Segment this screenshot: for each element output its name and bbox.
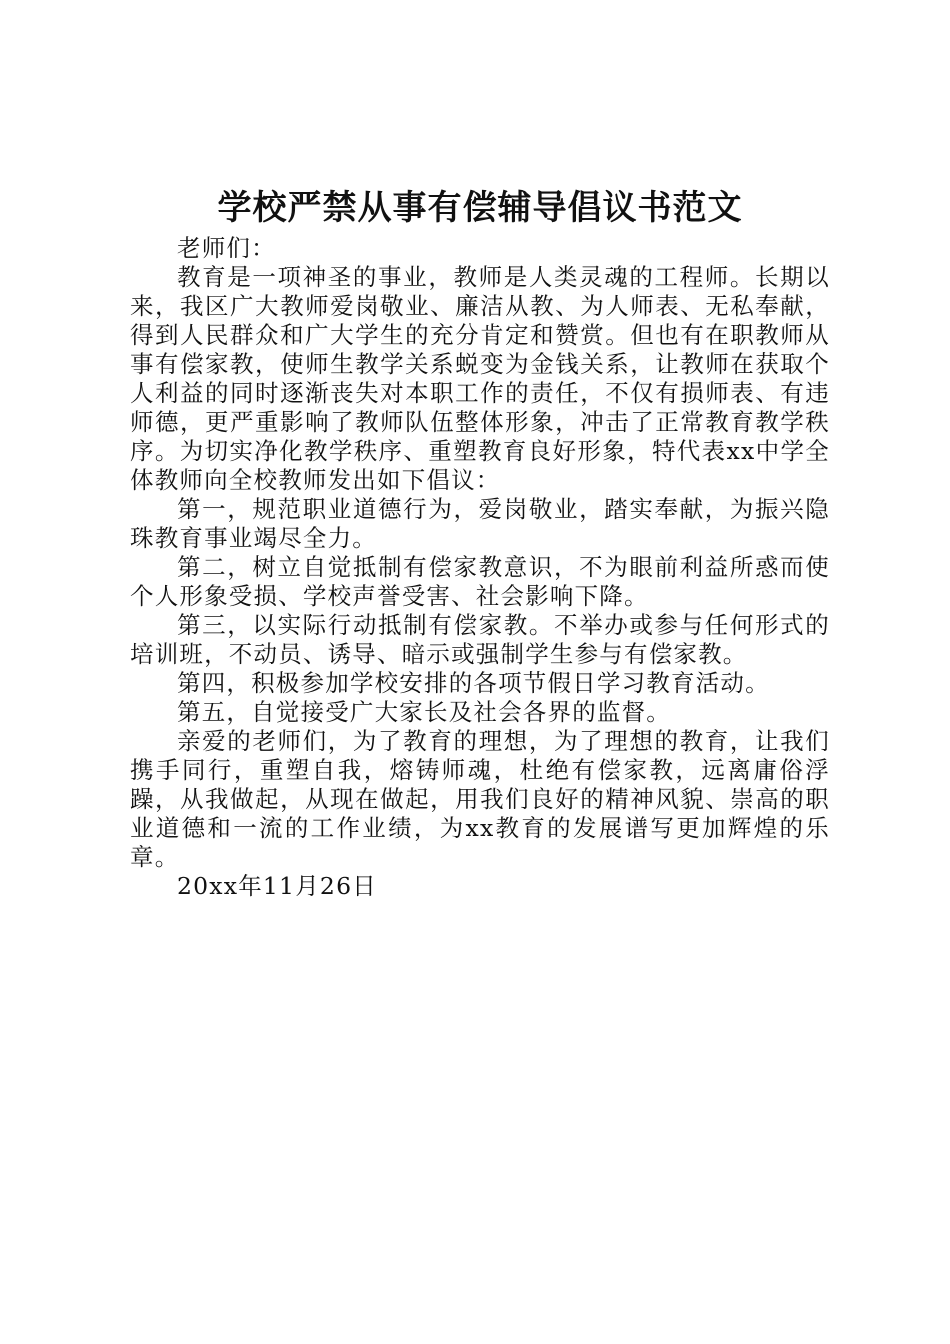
document-page [130, 184, 830, 901]
document-date: 20xx年11月26日 [177, 872, 377, 900]
paragraph-intro: 教育是一项神圣的事业，教师是人类灵魂的工程师。长期以来，我区广大教师爱岗敬业、廉洁从教、为人师表、无私奉献，得到人民群众和广大学生的充分肯定和赞赏。但也有在职教师从事有偿家教，使师生教学关系蜕变为金钱关系，让教师在获取个人利益的同时逐渐丧失对本职工作的责任，不仅有损师表、有违师德，更严重影响了教师队伍整体形象，冲击了正常教育教学秩序。为切实净化教学秩序、重塑教育良好形象，特代表xx中学全体教师向全校教师发出如下倡议： [130, 263, 830, 494]
paragraph-closing: 亲爱的老师们，为了教育的理想，为了理想的教育，让我们携手同行，重塑自我，熔铸师魂，杜绝有偿家教，远离庸俗浮躁，从我做起，从现在做起，用我们良好的精神风貌、崇高的职业道德和一流的工作业绩，为xx教育的发展谱写更加辉煌的乐章。 [130, 727, 830, 871]
paragraph-item-5: 第五，自觉接受广大家长及社会各界的监督。 [177, 698, 671, 726]
paragraph-item-2: 第二，树立自觉抵制有偿家教意识，不为眼前利益所惑而使个人形象受损、学校声誉受害、社会影响下降。 [130, 553, 830, 610]
paragraph-item-1: 第一，规范职业道德行为，爱岗敬业，踏实奉献，为振兴隐珠教育事业竭尽全力。 [130, 495, 830, 552]
document-title: 学校严禁从事有偿辅导倡议书范文 [217, 188, 743, 228]
paragraph-item-4: 第四，积极参加学校安排的各项节假日学习教育活动。 [177, 669, 770, 697]
salutation: 老师们： [177, 234, 276, 262]
paragraph-item-3: 第三，以实际行动抵制有偿家教。不举办或参与任何形式的培训班，不动员、诱导、暗示或强制学生参与有偿家教。 [130, 611, 830, 668]
